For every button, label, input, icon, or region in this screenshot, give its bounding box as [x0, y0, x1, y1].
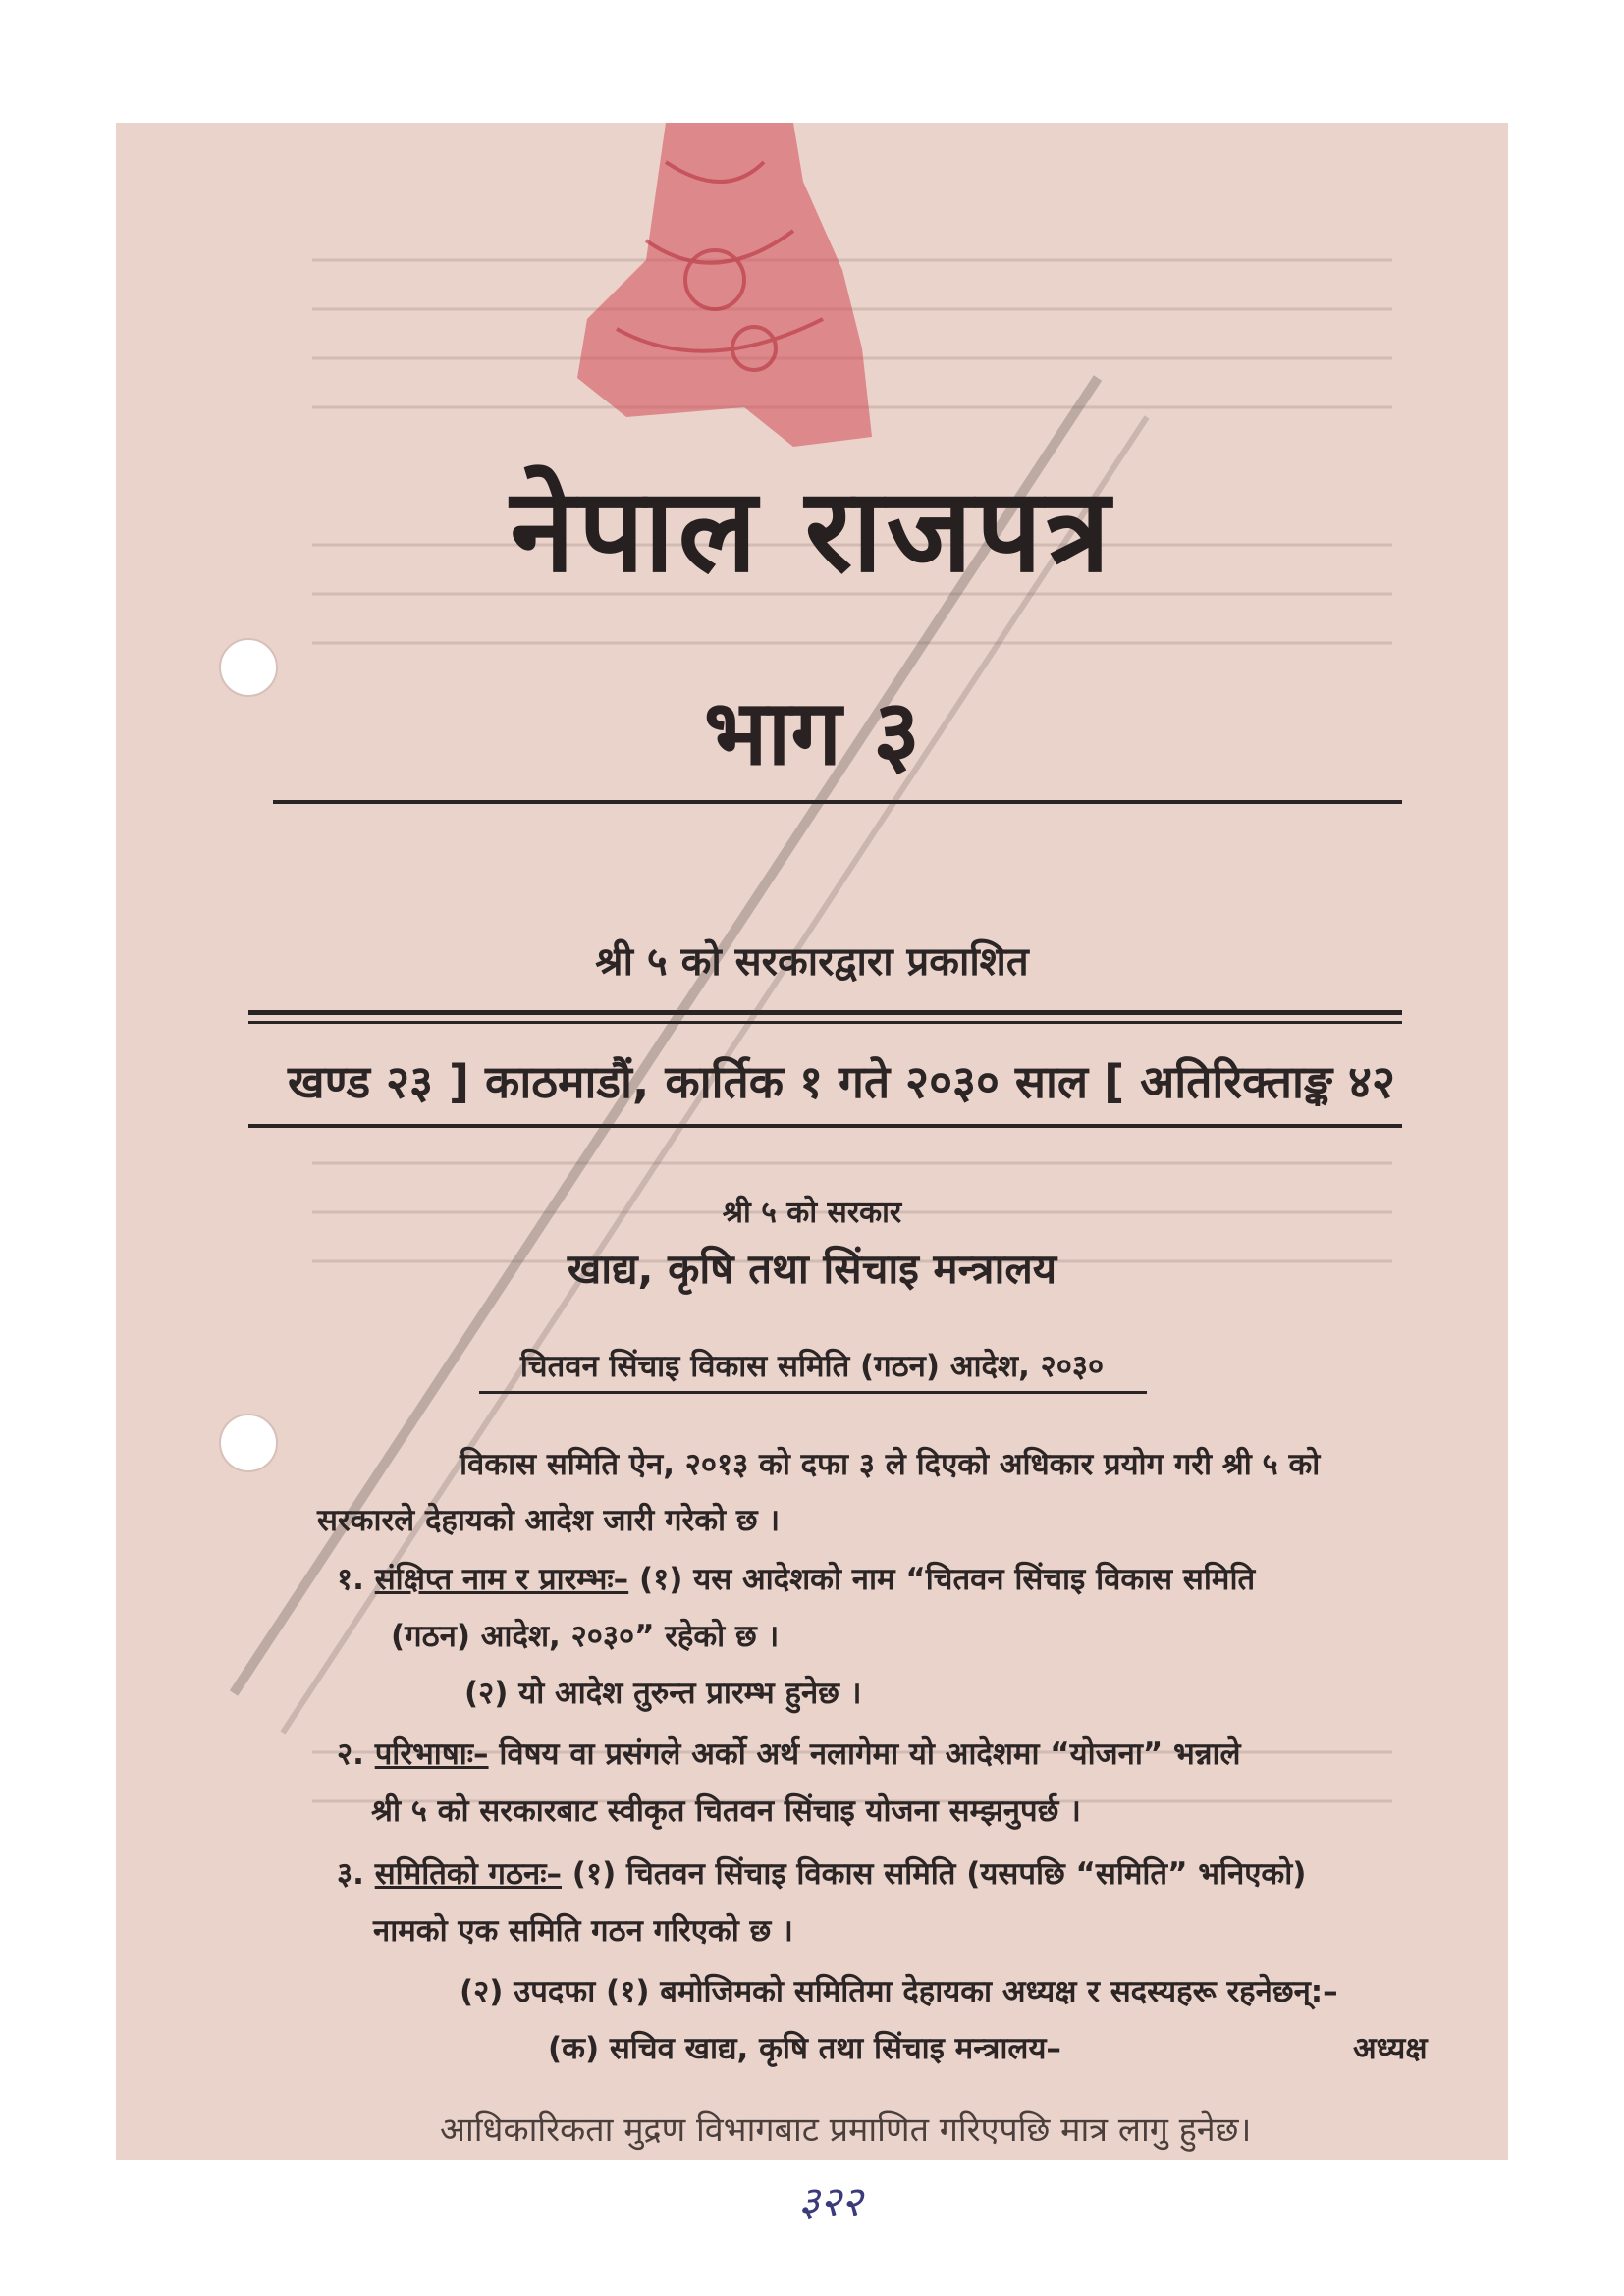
section-text: विषय वा प्रसंगले अर्को अर्थ नलागेमा यो आदेशमा “योजना” भन्नाले: [499, 1736, 1241, 1772]
section-heading: परिभाषाः–: [374, 1736, 489, 1772]
section-3-sub2: (२) उपदफा (१) बमोजिमको समितिमा देहायका अध्यक्ष र सदस्यहरू रहनेछन्:–: [460, 1974, 1338, 2009]
order-title-underline: [479, 1391, 1147, 1394]
divider: [248, 1021, 1402, 1024]
page-number: ३२२: [798, 2177, 863, 2225]
gazette-page: [116, 123, 1508, 2225]
order-title: चितवन सिंचाइ विकास समिति (गठन) आदेश, २०३०: [519, 1349, 1105, 1384]
ministry-name: खाद्य, कृषि तथा सिंचाइ मन्त्रालय: [567, 1245, 1057, 1293]
section-2-line: श्री ५ को सरकारबाट स्वीकृत चितवन सिंचाइ योजना सम्झनुपर्छ ।: [371, 1793, 1081, 1829]
preamble-line: विकास समिति ऐन, २०१३ को दफा ३ ले दिएको अधिकार प्रयोग गरी श्री ५ को: [460, 1447, 1321, 1482]
section-heading: संक्षिप्त नाम र प्रारम्भः–: [374, 1562, 629, 1597]
section-number: ३.: [337, 1856, 364, 1892]
section-3-line: नामको एक समिति गठन गरिएको छ ।: [373, 1913, 793, 1949]
gazette-title: नेपाल राजपत्र: [510, 462, 1114, 598]
authenticity-note: आधिकारिकता मुद्रण विभागबाट प्रमाणित गरिएपछि मात्र लागु हुनेछ।: [440, 2110, 1252, 2150]
section-3-item-k-role: अध्यक्ष: [1353, 2031, 1428, 2066]
published-by: श्री ५ को सरकारद्वारा प्रकाशित: [595, 939, 1029, 985]
section-1-line: (गठन) आदेश, २०३०” रहेको छ ।: [391, 1619, 780, 1654]
government-line: श्री ५ को सरकार: [722, 1196, 902, 1230]
divider: [273, 800, 1402, 804]
volume-line: खण्ड २३ ] काठमाडौं, कार्तिक १ गते २०३० साल [ अतिरिक्ताङ्क ४२: [288, 1055, 1395, 1108]
preamble-line: सरकारले देहायको आदेश जारी गरेको छ ।: [317, 1503, 781, 1538]
gazette-part: भाग ३: [703, 680, 921, 785]
section-3-item-k: (क) सचिव खाद्य, कृषि तथा सिंचाइ मन्त्रालय–: [548, 2031, 1061, 2066]
divider: [248, 1124, 1402, 1128]
section-text: (१) चितवन सिंचाइ विकास समिति (यसपछि “समिति” भनिएको): [571, 1856, 1307, 1892]
section-1-sub2: (२) यो आदेश तुरुन्त प्रारम्भ हुनेछ ।: [464, 1676, 862, 1711]
section-number: १.: [337, 1562, 364, 1597]
section-number: २.: [337, 1736, 364, 1772]
section-2-line: [337, 1733, 1241, 1774]
divider: [248, 1010, 1402, 1015]
section-text: (१) यस आदेशको नाम “चितवन सिंचाइ विकास समिति: [638, 1562, 1256, 1597]
section-heading: समितिको गठनः–: [374, 1856, 562, 1892]
section-3-line: [337, 1852, 1306, 1894]
section-1-line: [337, 1558, 1255, 1599]
punch-hole: [219, 1414, 278, 1472]
